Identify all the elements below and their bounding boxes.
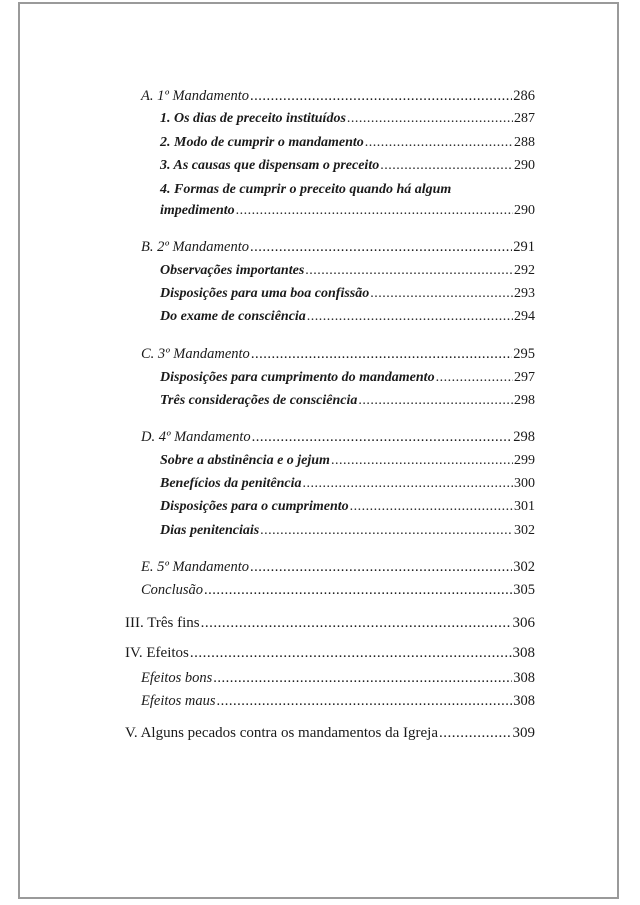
toc-label: Dias penitenciais (160, 523, 260, 538)
toc-page-number: 298 (513, 429, 535, 445)
toc-label: Efeitos maus (141, 693, 216, 709)
toc-page-number: 297 (514, 370, 535, 385)
toc-page-number: 308 (513, 693, 535, 709)
toc-entry-d-4th-commandment[interactable] (141, 428, 535, 446)
leader-dots (213, 669, 512, 687)
toc-page-number: 300 (514, 476, 535, 491)
toc-entry-iv[interactable] (125, 644, 535, 662)
toc-entry-a-1st-commandment[interactable] (141, 87, 535, 105)
leader-dots (439, 724, 512, 742)
toc-page-number: 299 (514, 453, 535, 468)
toc-label: Sobre a abstinência e o jejum (160, 453, 330, 468)
toc-page-number: 295 (513, 346, 535, 362)
toc-label: C. 3º Mandamento (141, 346, 250, 362)
toc-entry-a4[interactable] (160, 202, 535, 220)
toc-entry-c2[interactable] (160, 392, 535, 410)
toc-page-number: 288 (514, 135, 535, 150)
toc-entry-c-3rd-commandment[interactable] (141, 345, 535, 363)
leader-dots (350, 498, 513, 516)
toc-entry-e-5th-commandment[interactable] (141, 558, 535, 576)
toc-label: D. 4º Mandamento (141, 429, 251, 445)
toc-entry-b3[interactable] (160, 308, 535, 326)
toc-entry-d3[interactable] (160, 498, 535, 516)
toc-page-number: 308 (513, 670, 535, 686)
toc-page-number: 286 (513, 88, 535, 104)
leader-dots (236, 202, 513, 220)
toc-entry-d4[interactable] (160, 522, 535, 540)
leader-dots (251, 345, 512, 363)
toc-entry-a2[interactable] (160, 134, 535, 152)
toc-entry-a1[interactable] (160, 110, 535, 128)
toc-entry-b1[interactable] (160, 262, 535, 280)
toc-page-number: 290 (514, 203, 535, 218)
toc-entry-conclusao[interactable] (141, 581, 535, 599)
leader-dots (217, 692, 513, 710)
toc-label: III. Três fins (125, 615, 200, 631)
toc-entry-v[interactable] (125, 724, 535, 742)
toc-page-number: 305 (513, 582, 535, 598)
toc-page-number: 294 (514, 309, 535, 324)
toc-label: Efeitos bons (141, 670, 213, 686)
toc-label: Observações importantes (160, 263, 305, 278)
toc-page-number: 309 (512, 725, 535, 741)
leader-dots (303, 475, 513, 493)
leader-dots (260, 522, 513, 540)
leader-dots (250, 238, 512, 256)
leader-dots (370, 285, 513, 303)
toc-label: Disposições para cumprimento do mandamento (160, 370, 435, 385)
toc-page-number: 308 (512, 645, 535, 661)
toc-label: Disposições para uma boa confissão (160, 286, 370, 301)
toc-page-number: 290 (514, 158, 535, 173)
toc-entry-iv1[interactable] (141, 669, 535, 687)
toc-label: 3. As causas que dispensam o preceito (160, 158, 380, 173)
leader-dots (250, 87, 512, 105)
toc-page-number: 302 (513, 559, 535, 575)
leader-dots (380, 157, 513, 175)
leader-dots (190, 644, 512, 662)
toc-page-number: 292 (514, 263, 535, 278)
toc-entry-c1[interactable] (160, 369, 535, 387)
toc-entry-d1[interactable] (160, 452, 535, 470)
toc-label: Três considerações de consciência (160, 393, 358, 408)
leader-dots (331, 452, 513, 470)
toc-label: 1. Os dias de preceito instituídos (160, 111, 346, 126)
toc-label: 2. Modo de cumprir o mandamento (160, 135, 364, 150)
toc-page-number: 302 (514, 523, 535, 538)
leader-dots (436, 369, 513, 387)
toc-label: Benefícios da penitência (160, 476, 302, 491)
toc-label: B. 2º Mandamento (141, 239, 249, 255)
toc-entry-iii[interactable] (125, 614, 535, 632)
leader-dots (305, 262, 513, 280)
toc-page-number: 298 (514, 393, 535, 408)
toc-label: impedimento (160, 203, 235, 218)
toc-page-number: 301 (514, 499, 535, 514)
toc-entry-d2[interactable] (160, 475, 535, 493)
leader-dots (358, 392, 513, 410)
toc-label: IV. Efeitos (125, 645, 189, 661)
toc-entry-b-2nd-commandment[interactable] (141, 238, 535, 256)
leader-dots (365, 134, 513, 152)
toc-entry-iv2[interactable] (141, 692, 535, 710)
toc-label: V. Alguns pecados contra os mandamentos da Igreja (125, 725, 438, 741)
leader-dots (347, 110, 513, 128)
toc-page-number: 291 (513, 239, 535, 255)
toc-label: Do exame de consciência (160, 309, 306, 324)
toc-page-number: 306 (512, 615, 535, 631)
leader-dots (307, 308, 513, 326)
toc-entry-a3[interactable] (160, 157, 535, 175)
toc-entry-b2[interactable] (160, 285, 535, 303)
toc-label: Disposições para o cumprimento (160, 499, 349, 514)
toc-page-number: 287 (514, 111, 535, 126)
toc-entry-a4-line1[interactable]: 4. Formas de cumprir o preceito quando há algum (160, 182, 452, 197)
toc-label: E. 5º Mandamento (141, 559, 249, 575)
toc-page-number: 293 (514, 286, 535, 301)
toc-label: Conclusão (141, 582, 204, 598)
toc-label: A. 1º Mandamento (141, 88, 249, 104)
leader-dots (201, 614, 512, 632)
leader-dots (204, 581, 512, 599)
leader-dots (250, 558, 512, 576)
leader-dots (252, 428, 513, 446)
